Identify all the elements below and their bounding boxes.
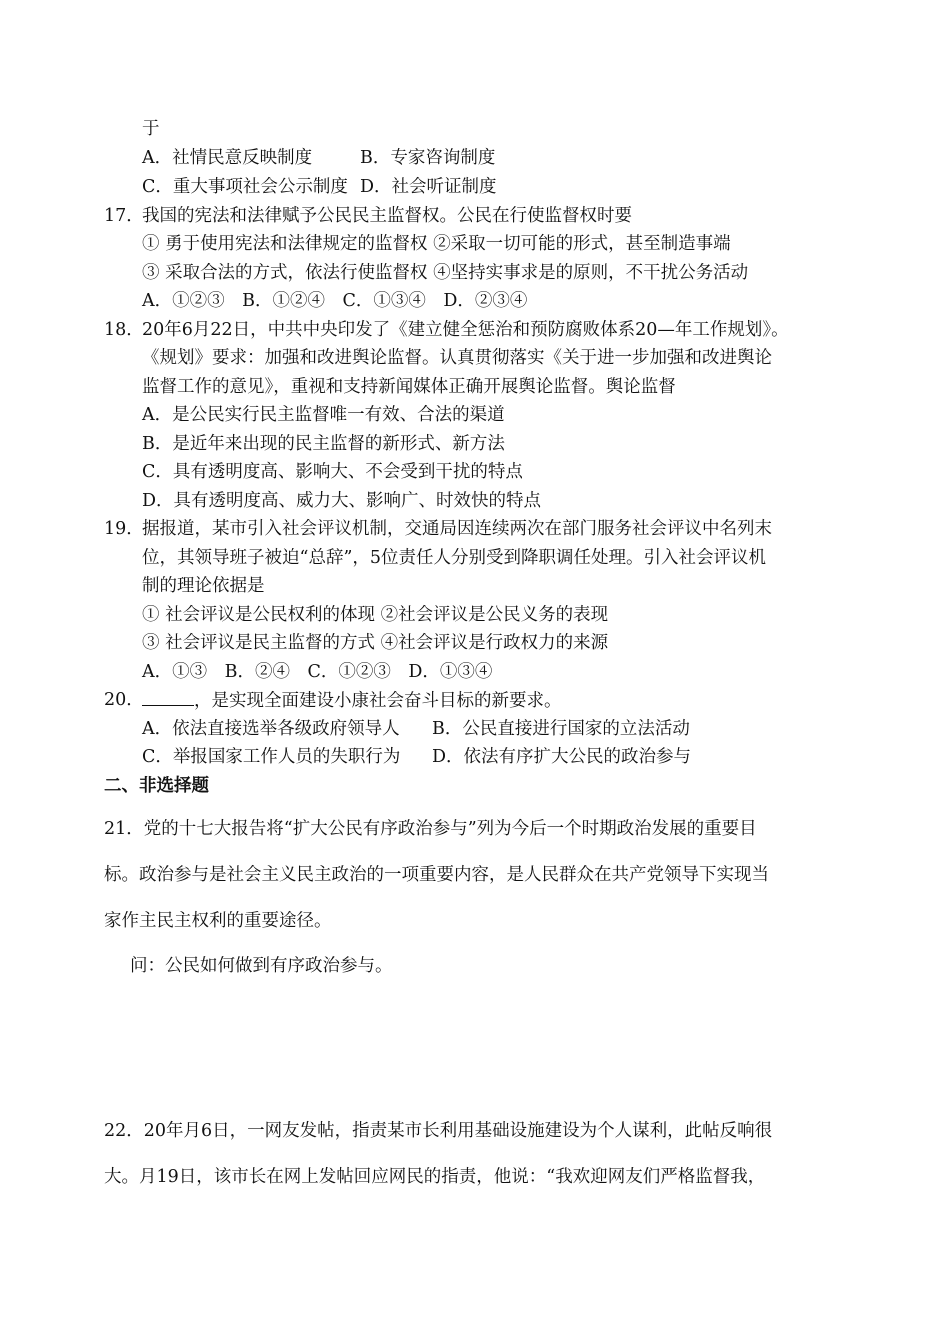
- q16-option-a: A．社情民意反映制度: [142, 148, 313, 168]
- q21-line-1: 21．党的十七大报告将“扩大公民有序政治参与”列为今后一个时期政治发展的重要目: [104, 819, 757, 839]
- q21-question: 问：公民如何做到有序政治参与。: [130, 956, 393, 976]
- q21-line-2: 标。政治参与是社会主义民主政治的一项重要内容，是人民群众在共产党领导下实现当: [104, 865, 769, 885]
- q19-choices: A．①③ B．②④ C．①②③ D．①③④: [142, 662, 493, 682]
- answer-blank: [142, 689, 194, 706]
- q18-number: 18．: [104, 320, 144, 340]
- q18-stem-line-2: 《规划》要求：加强和改进舆论监督。认真贯彻落实《关于进一步加强和改进舆论: [142, 348, 772, 368]
- q16-option-b: B．专家咨询制度: [360, 148, 496, 168]
- q20-stem: ，是实现全面建设小康社会奋斗目标的新要求。: [194, 691, 562, 711]
- q20-option-d: D．依法有序扩大公民的政治参与: [432, 747, 692, 767]
- q20-stem-line: [142, 689, 562, 712]
- q19-number: 19．: [104, 519, 144, 539]
- q20-option-b: B．公民直接进行国家的立法活动: [432, 719, 690, 739]
- q19-stem-line-1: 据报道，某市引入社会评议机制，交通局因连续两次在部门服务社会评议中名列末: [142, 519, 772, 539]
- q20-option-c: C．举报国家工作人员的失职行为: [142, 747, 401, 767]
- q19-item-1: ① 社会评议是公民权利的体现 ②社会评议是公民义务的表现: [142, 605, 609, 625]
- q16-option-c: C．重大事项社会公示制度: [142, 177, 348, 197]
- q17-number: 17．: [104, 206, 144, 226]
- section-title: 二、非选择题: [104, 776, 209, 796]
- q18-stem-line-1: 20年6月22日，中共中央印发了《建立健全惩治和预防腐败体系20—年工作规划》。: [142, 320, 789, 340]
- q19-item-2: ③ 社会评议是民主监督的方式 ④社会评议是行政权力的来源: [142, 633, 609, 653]
- q18-stem-line-3: 监督工作的意见》，重视和支持新闻媒体正确开展舆论监督。舆论监督: [142, 377, 676, 397]
- q19-stem-line-2: 位，其领导班子被迫“总辞”，5位责任人分别受到降职调任处理。引入社会评议机: [142, 548, 767, 568]
- q18-option-a: A．是公民实行民主监督唯一有效、合法的渠道: [142, 405, 505, 425]
- q18-option-b: B．是近年来出现的民主监督的新形式、新方法: [142, 434, 505, 454]
- q16-stem-tail: 于: [142, 119, 160, 139]
- q22-line-1: 22．20年月6日，一网友发帖，指责某市长利用基础设施建设为个人谋利，此帖反响很: [104, 1121, 773, 1141]
- q22-line-2: 大。月19日，该市长在网上发帖回应网民的指责，他说：“我欢迎网友们严格监督我，: [104, 1167, 766, 1187]
- q18-option-c: C．具有透明度高、影响大、不会受到干扰的特点: [142, 462, 523, 482]
- q20-option-a: A．依法直接选举各级政府领导人: [142, 719, 400, 739]
- q20-number: 20．: [104, 690, 144, 710]
- q16-option-d: D．社会听证制度: [360, 177, 497, 197]
- q18-option-d: D．具有透明度高、威力大、影响广、时效快的特点: [142, 491, 542, 511]
- q17-item-1: ① 勇于使用宪法和法律规定的监督权 ②采取一切可能的形式，甚至制造事端: [142, 234, 731, 254]
- q17-item-2: ③ 采取合法的方式，依法行使监督权 ④坚持实事求是的原则，不干扰公务活动: [142, 263, 749, 283]
- q21-line-3: 家作主民主权利的重要途径。: [104, 911, 332, 931]
- q19-stem-line-3: 制的理论依据是: [142, 576, 265, 596]
- q17-stem: 我国的宪法和法律赋予公民民主监督权。公民在行使监督权时要: [142, 206, 632, 226]
- q17-choices: A．①②③ B．①②④ C．①③④ D．②③④: [142, 291, 528, 311]
